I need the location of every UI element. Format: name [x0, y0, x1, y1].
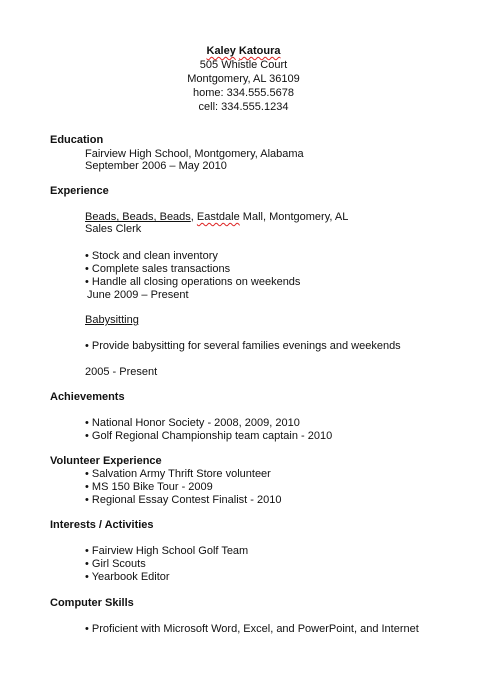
experience-heading: Experience	[50, 185, 109, 197]
skill-item: • Proficient with Microsoft Word, Excel, and PowerPoint, and Internet	[85, 623, 419, 635]
home-phone: home: 334.555.5678	[193, 87, 294, 99]
education-school: Fairview High School, Montgomery, Alabama	[85, 148, 304, 160]
achievement-item: • Golf Regional Championship team captain - 2010	[85, 430, 333, 442]
education-dates: September 2006 – May 2010	[85, 160, 227, 172]
volunteer-heading: Volunteer Experience	[50, 455, 162, 467]
interest-item: • Yearbook Editor	[85, 571, 170, 583]
interest-item: • Fairview High School Golf Team	[85, 545, 249, 557]
education-heading: Education	[50, 134, 104, 146]
job1-bullet: • Handle all closing operations on weekends	[85, 276, 301, 288]
applicant-name	[0, 44, 487, 58]
volunteer-item: • MS 150 Bike Tour - 2009	[85, 481, 213, 493]
job1-employer-name: Beads, Beads, Beads	[85, 211, 191, 223]
resume-header	[0, 44, 487, 114]
job2-bullet: • Provide babysitting for several families evenings and weekends	[85, 340, 401, 352]
job1-bullet: • Stock and clean inventory	[85, 250, 218, 262]
street-address: 505 Whistle Court	[199, 59, 288, 71]
interest-item: • Girl Scouts	[85, 558, 146, 570]
achievement-item: • National Honor Society - 2008, 2009, 2010	[85, 417, 300, 429]
name-first: Kaley	[206, 45, 236, 57]
job1-employer-location-b: Mall, Montgomery, AL	[239, 211, 349, 223]
job1-dates: June 2009 – Present	[87, 289, 189, 301]
interests-heading: Interests / Activities	[50, 519, 154, 531]
job1-bullet: • Complete sales transactions	[85, 263, 231, 275]
volunteer-item: • Regional Essay Contest Finalist - 2010	[85, 494, 282, 506]
volunteer-item: • Salvation Army Thrift Store volunteer	[85, 468, 271, 480]
name-last: Katoura	[238, 45, 281, 57]
job2-dates: 2005 - Present	[85, 366, 158, 378]
job1-role: Sales Clerk	[85, 223, 142, 235]
skills-heading: Computer Skills	[50, 597, 134, 609]
city-state-zip: Montgomery, AL 36109	[187, 73, 300, 85]
job2-employer: Babysitting	[85, 314, 139, 326]
job1-employer-sep: ,	[190, 211, 197, 223]
cell-phone: cell: 334.555.1234	[198, 101, 289, 113]
job1-employer-location-a: Eastdale	[196, 211, 240, 223]
achievements-heading: Achievements	[50, 391, 125, 403]
